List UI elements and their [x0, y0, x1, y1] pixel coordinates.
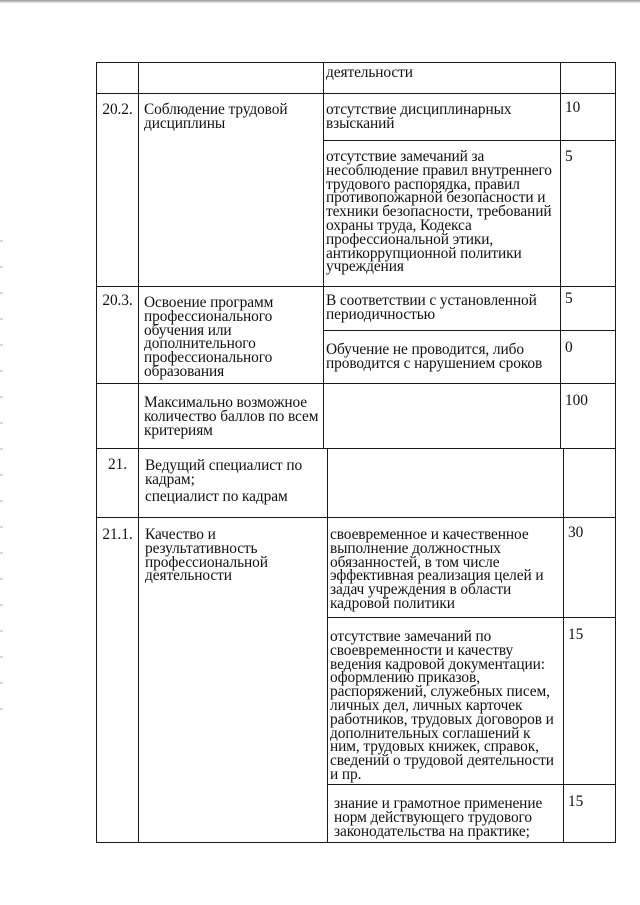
indicator-cell: знание и грамотное применение норм действующего трудового законодательства на практике; [334, 795, 543, 840]
row-divider [327, 617, 616, 618]
row-divider [323, 330, 616, 331]
row-divider [96, 93, 616, 94]
row-number: 20.2. [102, 101, 133, 118]
row-divider [96, 448, 616, 449]
criterion-cell: Освоение программ профессионального обучения или дополнительного профессионального образования [144, 294, 274, 380]
column-divider-1 [138, 62, 139, 843]
table-border-right [615, 62, 616, 843]
column-divider-2 [323, 62, 324, 448]
indicator-cell: В соответствии с установленной периодичностью [326, 292, 537, 323]
points-cell: 100 [565, 392, 588, 409]
row-divider [96, 286, 616, 287]
points-cell: 5 [565, 148, 573, 165]
indicator-cell: отсутствие замечаний по своевременности и качеству ведения кадровой документации: оформлению приказов, распоряжений, служебных писем, личных дел, личных карточек работников, трудовых договоров и дополнительных соглашений к ним, трудовых книжек, справок, сведений о трудовой деятельности и пр. [330, 628, 554, 783]
points-cell: 0 [565, 339, 573, 356]
row-divider [327, 784, 616, 785]
points-cell: 10 [565, 99, 581, 116]
indicator-cell: Обучение не проводится, либо проводится с нарушением сроков [326, 341, 543, 372]
indicator-cell: своевременное и качественное выполнение должностных обязанностей, в том числе эффективная реализация целей и задач учреждения в области кадровой политики [330, 526, 544, 612]
indicator-cell: отсутствие замечаний за несоблюдение правил внутреннего трудового распорядка, правил противопожарной безопасности и техники безопасности, требований охраны труда, Кодекса профессиональной этики, антикоррупционной политики учреждения [326, 148, 552, 276]
column-divider-3 [560, 62, 561, 448]
indicator-cell: деятельности [326, 64, 413, 81]
row-number: 21. [108, 456, 127, 473]
row-divider [96, 383, 616, 384]
table-border-top [96, 62, 616, 63]
row-number: 21.1. [102, 526, 133, 543]
points-cell: 30 [568, 524, 584, 541]
table-border-left [96, 62, 97, 843]
criterion-cell: Максимально возможное количество баллов по всем критериям [144, 394, 319, 439]
row-divider [323, 140, 616, 141]
row-divider [96, 517, 616, 518]
points-cell: 5 [565, 290, 573, 307]
table-border-bottom [96, 842, 616, 843]
criterion-cell: специалист по кадрам [145, 488, 288, 505]
indicator-cell: отсутствие дисциплинарных взысканий [326, 101, 512, 132]
points-cell: 15 [568, 793, 584, 810]
criterion-cell: Соблюдение трудовой дисциплины [144, 101, 288, 132]
criterion-cell: Качество и результативность профессиональной деятельности [145, 526, 268, 585]
criterion-cell: Ведущий специалист по кадрам; [145, 457, 303, 488]
row-number: 20.3. [102, 292, 133, 309]
points-cell: 15 [568, 626, 584, 643]
